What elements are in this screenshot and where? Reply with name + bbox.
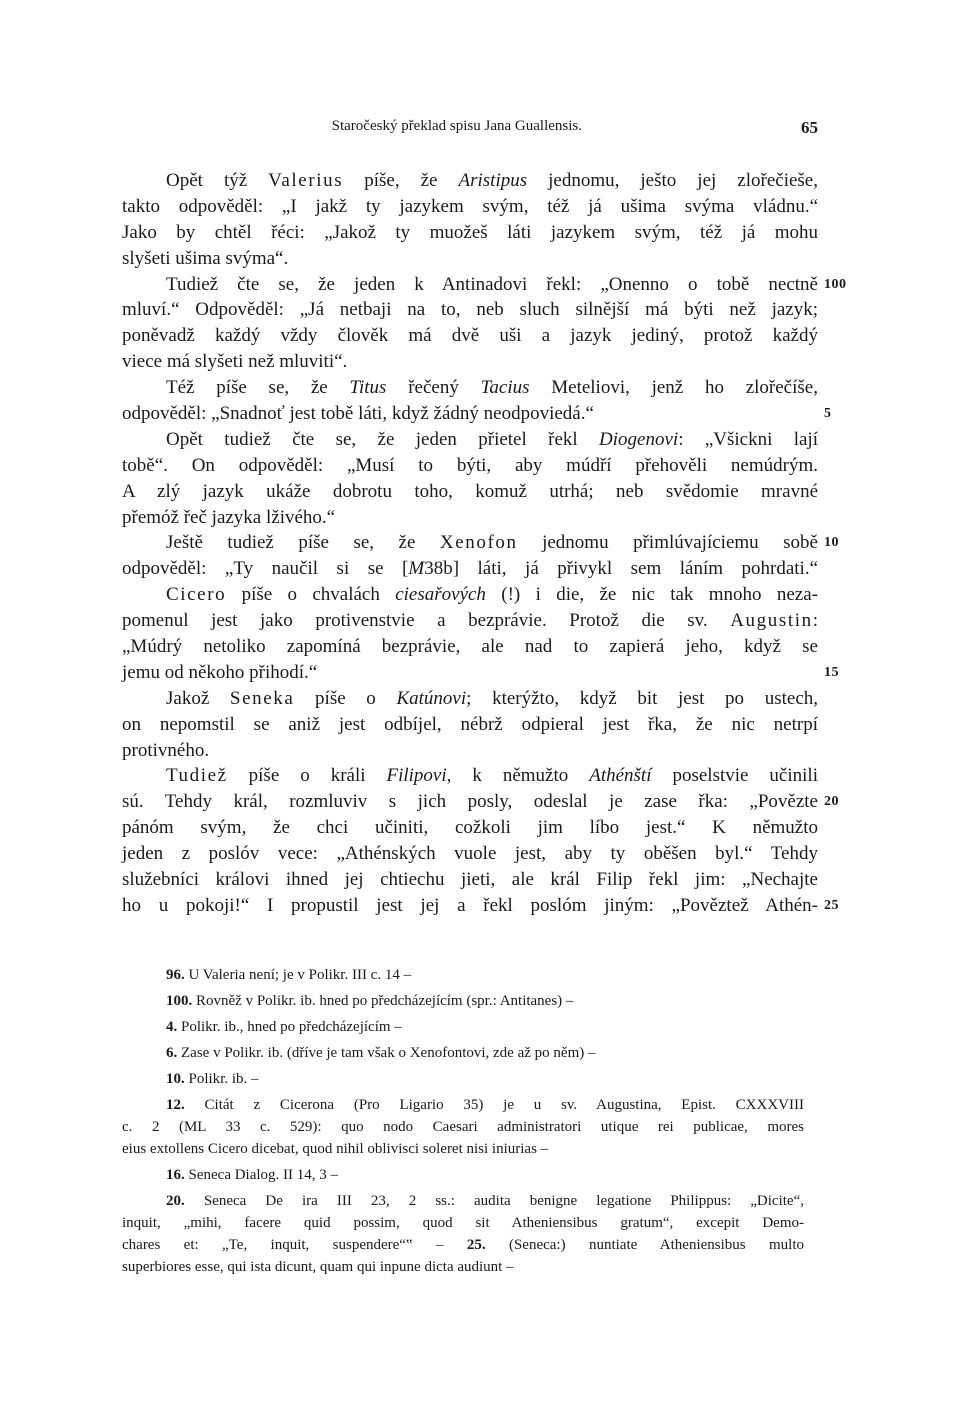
text-segment: Tacius <box>480 377 530 399</box>
text-line <box>122 349 818 375</box>
running-title: Staročeský překlad spisu Jana Guallensis. <box>331 118 582 134</box>
text-segment: Ještě tudiež píše se, že <box>166 532 440 554</box>
text-segment: jednomu, ješto jej zlořečieše, <box>527 170 818 191</box>
text-segment: Seneka <box>229 687 295 709</box>
line-number: 5 <box>824 406 832 422</box>
text-line <box>122 789 839 815</box>
text-segment: Athénští <box>589 765 652 787</box>
line-number: 10 <box>824 535 839 551</box>
text-segment: : <box>812 610 818 632</box>
text-segment: Rovněž v Polikr. ib. hned po předcházejícím (spr.: Antitanes) – <box>192 993 574 1009</box>
text-line <box>122 867 818 893</box>
text-segment: 4. <box>166 1019 178 1035</box>
text-segment: Filipovi <box>386 765 447 787</box>
text-segment: Titus <box>349 377 387 399</box>
text-segment: pánóm svým, že chci učiniti, cožkoli jim líbo jest.“ K němužto <box>122 817 818 839</box>
text-line <box>122 194 818 220</box>
text-segment: mluví.“ Odpověděl: „Já netbaji na to, neb sluch silnější má býti než jazyk; <box>122 299 818 321</box>
text-segment: A zlý jazyk ukáže dobrotu toho, komuž utrhá; neb svědomie mravné <box>122 480 818 502</box>
footnote-line <box>122 1212 804 1234</box>
footnote-line <box>122 1234 804 1256</box>
text-line <box>122 323 818 349</box>
text-line <box>122 738 818 764</box>
text-line <box>122 634 818 660</box>
text-segment: chares et: „Te, inquit, suspendere“‟ – <box>122 1237 467 1253</box>
text-segment: Tudiež čte se, že jeden k Antinadovi řekl: „Onenno o tobě nectně <box>166 273 818 295</box>
footnote-line <box>122 964 804 986</box>
text-segment: ciesařových <box>395 584 486 606</box>
text-segment: Seneca De ira III 23, 2 ss.: audita benigne legatione Philippus: „Dicite“, <box>184 1193 804 1209</box>
text-segment: 100. <box>166 993 193 1009</box>
text-segment: Jakož <box>166 687 230 709</box>
text-segment: on nepomstil se aniž jest odbíjel, nébrž odpieral jest řka, že nic netrpí <box>122 713 818 735</box>
text-segment: jeden z poslóv vece: „Athénských vuole jest, aby ty oběšen byl.“ Tehdy <box>122 843 818 865</box>
text-segment: inquit, „mihi, facere quid possim, quod sit Atheniensibus gratum“, excepit Demo- <box>122 1215 804 1231</box>
text-segment: Citát z Cicerona (Pro Ligario 35) je u sv. Augustina, Epist. CXXXVIII <box>184 1097 804 1113</box>
text-segment: Cicero <box>166 584 227 606</box>
footnote-line <box>122 990 804 1012</box>
text-line <box>122 220 818 246</box>
text-line <box>122 841 818 867</box>
text-segment: superbiores esse, qui ista dicunt, quam qui inpune dicta audiunt – <box>122 1259 514 1275</box>
text-segment: M <box>408 558 425 580</box>
text-segment: U Valeria není; je v Polikr. III c. 14 – <box>184 967 412 983</box>
text-segment: (!) i die, že nic tak mnoho neza- <box>485 584 819 606</box>
footnote-line <box>122 1068 804 1090</box>
text-segment: ; kterýžto, když bit jest po ustech, <box>466 687 819 709</box>
footnote-line <box>122 1164 804 1186</box>
main-text <box>122 168 847 919</box>
text-segment: 25. <box>466 1237 486 1253</box>
text-segment: viece má slyšeti než mluviti“. <box>122 351 348 373</box>
text-segment: , k němužto <box>446 765 590 787</box>
text-segment: Meteliovi, jenž ho zlořečíše, <box>529 377 818 399</box>
text-line <box>122 893 839 919</box>
text-segment: Aristipus <box>458 170 528 191</box>
text-segment: eius extollens Cicero dicebat, quod nihil oblivisci soleret nisi iniurias – <box>122 1141 549 1157</box>
footnote-line <box>122 1190 804 1212</box>
text-segment: pomenul jest jako protivenstvie a bezprávie. Protož die sv. <box>122 610 731 632</box>
text-segment: Opět týž <box>166 170 269 191</box>
footnote-line <box>122 1256 804 1278</box>
footnotes <box>122 964 804 1278</box>
text-segment: píše o <box>294 687 397 709</box>
text-segment: 6. <box>166 1045 178 1061</box>
text-segment: „Múdrý netoliko zapomíná bezprávie, ale nad to zapierá jeho, když se <box>122 636 818 658</box>
text-segment: 38b] láti, já přivykl sem láním pohrdati.“ <box>424 558 818 580</box>
text-segment: ho u pokoji!“ I propustil jest jej a řekl poslóm jiným: „Pověztež Athén- <box>122 894 818 916</box>
text-line <box>122 401 832 427</box>
text-segment: Jako by chtěl řéci: „Jakož ty muožeš láti jazykem svým, též já mohu <box>122 221 818 243</box>
text-line <box>122 763 818 789</box>
text-line <box>122 686 818 712</box>
text-segment: (Seneca:) nuntiate Atheniensibus multo <box>485 1237 804 1253</box>
text-segment: tobě“. On odpověděl: „Musí to býti, aby múdří přehověli nemúdrým. <box>122 454 818 476</box>
line-number: 100 <box>824 276 847 292</box>
text-line <box>122 297 818 323</box>
text-segment: Polikr. ib. – <box>184 1071 259 1087</box>
text-segment: píše o chvalách <box>226 584 396 606</box>
page-number: 65 <box>801 118 818 137</box>
text-line <box>122 272 847 298</box>
footnote-line <box>122 1116 804 1138</box>
text-segment: píše o králi <box>227 765 387 787</box>
text-line <box>122 427 818 453</box>
text-segment: jednomu přimlúvajíciemu sobě <box>517 532 818 554</box>
text-segment: sú. Tehdy král, rozmluviv s jich posly, odeslal je zase řka: „Povězte <box>122 791 818 813</box>
text-segment: 12. <box>166 1097 185 1113</box>
text-segment: odpověděl: „Ty naučil si se [ <box>122 558 409 580</box>
text-segment: píše, že <box>343 170 459 191</box>
text-segment: poselstvie učinili <box>651 765 818 787</box>
text-segment: 20. <box>166 1193 185 1209</box>
text-segment: Augustin <box>730 610 813 632</box>
text-line <box>122 530 839 556</box>
text-line <box>122 479 818 505</box>
running-header <box>122 118 818 142</box>
text-segment: Xenofon <box>439 532 518 554</box>
text-segment: Valerius <box>268 170 344 191</box>
footnote-line <box>122 1138 804 1160</box>
text-segment: Též píše se, že <box>166 377 350 399</box>
text-segment: 16. <box>166 1167 185 1183</box>
text-line <box>122 556 818 582</box>
text-segment: služebníci královi ihned jej chtiechu jieti, ale král Filip řekl jim: „Nechajte <box>122 869 818 891</box>
text-line <box>122 608 818 634</box>
text-segment: Katúnovi <box>396 687 467 709</box>
text-segment: 10. <box>166 1071 185 1087</box>
footnote-line <box>122 1042 804 1064</box>
text-segment: c. 2 (ML 33 c. 529): quo nodo Caesari administratori utique rei publicae, mores <box>122 1119 804 1135</box>
line-number: 15 <box>824 664 839 680</box>
text-segment: Polikr. ib., hned po předcházejícím – <box>177 1019 402 1035</box>
line-number: 25 <box>824 897 839 913</box>
footnote-line <box>122 1016 804 1038</box>
text-line <box>122 815 818 841</box>
text-line <box>122 660 839 686</box>
text-segment: jemu od někoho přihodí.“ <box>122 661 318 683</box>
text-line <box>122 582 818 608</box>
text-line <box>122 505 818 531</box>
line-number: 20 <box>824 794 839 810</box>
text-segment: protivného. <box>122 739 210 761</box>
text-segment: poněvadž každý vždy člověk má dvě uši a jazyk jediný, protož každý <box>122 325 818 347</box>
text-segment: Zase v Polikr. ib. (dříve je tam však o Xenofontovi, zde až po něm) – <box>177 1045 596 1061</box>
text-segment: Tudiež <box>166 765 228 787</box>
text-segment: Opět tudiež čte se, že jeden přietel řekl <box>166 428 600 450</box>
text-line <box>122 246 818 272</box>
text-segment: Diogenovi <box>599 428 679 450</box>
text-segment: 96. <box>166 967 185 983</box>
text-segment: slyšeti ušima svýma“. <box>122 247 289 269</box>
text-segment: přemóž řeč jazyka lživého.“ <box>122 506 336 528</box>
text-segment: řečený <box>386 377 481 399</box>
text-segment: takto odpověděl: „I jakž ty jazykem svým, též já ušima svýma vládnu.“ <box>122 195 818 217</box>
text-segment: : „Všickni lají <box>678 428 818 450</box>
footnote-line <box>122 1094 804 1116</box>
text-line <box>122 375 818 401</box>
text-segment: Seneca Dialog. II 14, 3 – <box>184 1167 339 1183</box>
text-line <box>122 453 818 479</box>
text-segment: odpověděl: „Snadnoť jest tobě láti, když žádný neodpoviedá.“ <box>122 403 594 425</box>
text-line <box>122 712 818 738</box>
text-line <box>122 168 818 194</box>
